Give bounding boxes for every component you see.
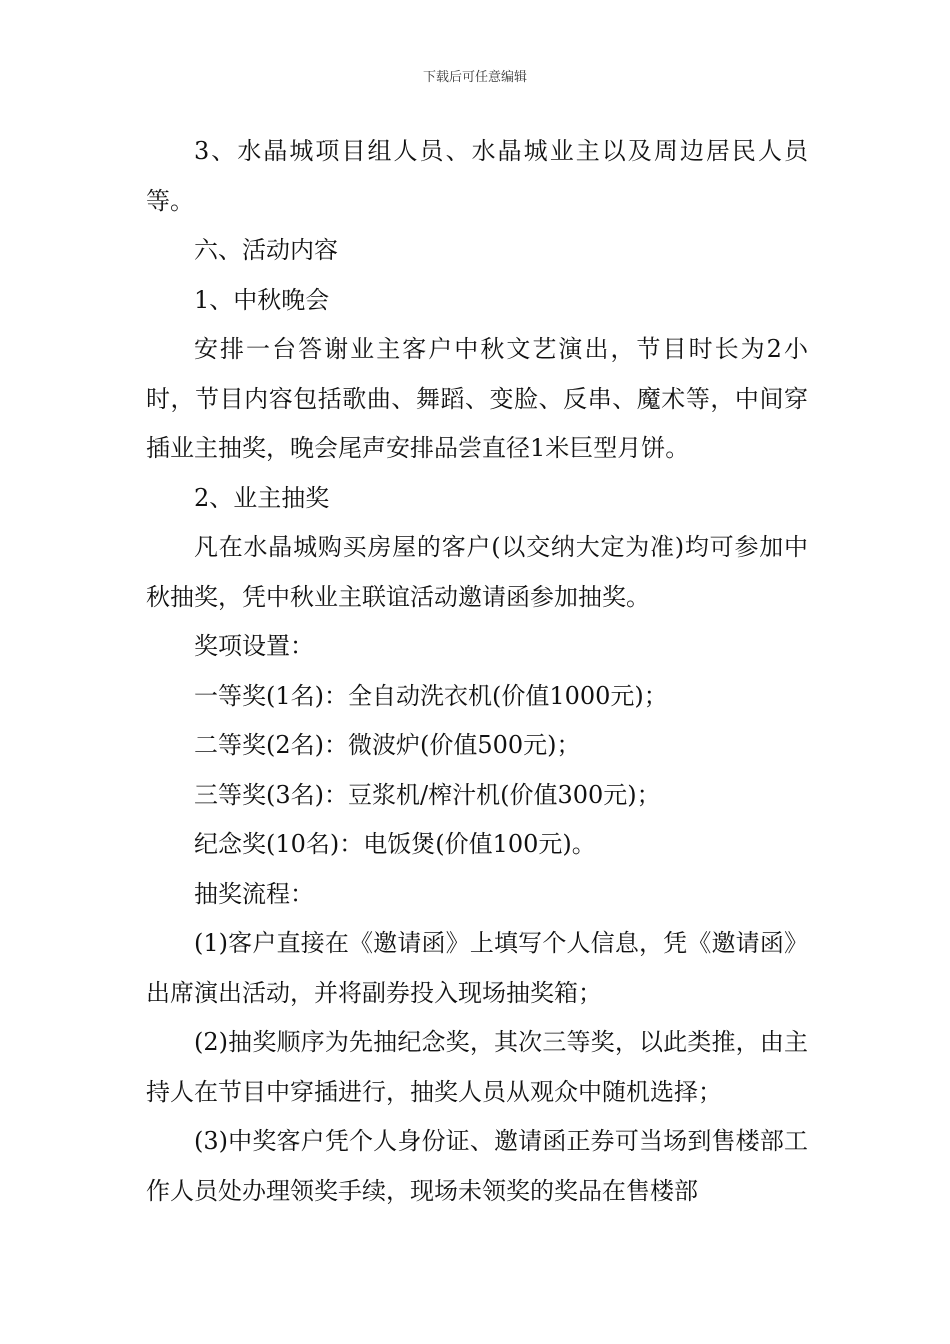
prize-second: 二等奖(2名)：微波炉(价值500元)； [194, 731, 581, 759]
process-step-2: (2)抽奖顺序为先抽纪念奖，其次三等奖，以此类推，由主持人在节目中穿插进行，抽奖人员从观众中随机选择； [146, 1028, 808, 1106]
heading-owner-lottery: 2、业主抽奖 [194, 483, 330, 512]
document-body [146, 127, 808, 1216]
prize-third: 三等奖(3名)：豆浆机/榨汁机(价值300元)； [194, 780, 661, 809]
prize-souvenir: 纪念奖(10名)：电饭煲(价值100元)。 [194, 830, 596, 858]
paragraph-participants: 3、水晶城项目组人员、水晶城业主以及周边居民人员等。 [146, 137, 808, 215]
process-step-1: (1)客户直接在《邀请函》上填写个人信息，凭《邀请函》出席演出活动，并将副券投入现场抽奖箱； [146, 929, 808, 1007]
paragraph-gala-description: 安排一台答谢业主客户中秋文艺演出，节目时长为2小时，节目内容包括歌曲、舞蹈、变脸、反串、魔术等，中间穿插业主抽奖，晚会尾声安排品尝直径1米巨型月饼。 [146, 335, 808, 462]
prize-first: 一等奖(1名)：全自动洗衣机(价值1000元)； [194, 681, 668, 710]
heading-activity-content: 六、活动内容 [194, 236, 338, 264]
heading-mid-autumn-gala: 1、中秋晚会 [194, 285, 330, 314]
page-header: 下载后可任意编辑 [422, 70, 527, 85]
heading-lottery-process: 抽奖流程： [194, 879, 314, 908]
process-step-3: (3)中奖客户凭个人身份证、邀请函正券可当场到售楼部工作人员处办理领奖手续，现场未领奖的奖品在售楼部 [146, 1127, 808, 1205]
paragraph-lottery-eligibility: 凡在水晶城购买房屋的客户(以交纳大定为准)均可参加中秋抽奖，凭中秋业主联谊活动邀请函参加抽奖。 [146, 533, 808, 611]
heading-prize-settings: 奖项设置： [194, 632, 314, 660]
